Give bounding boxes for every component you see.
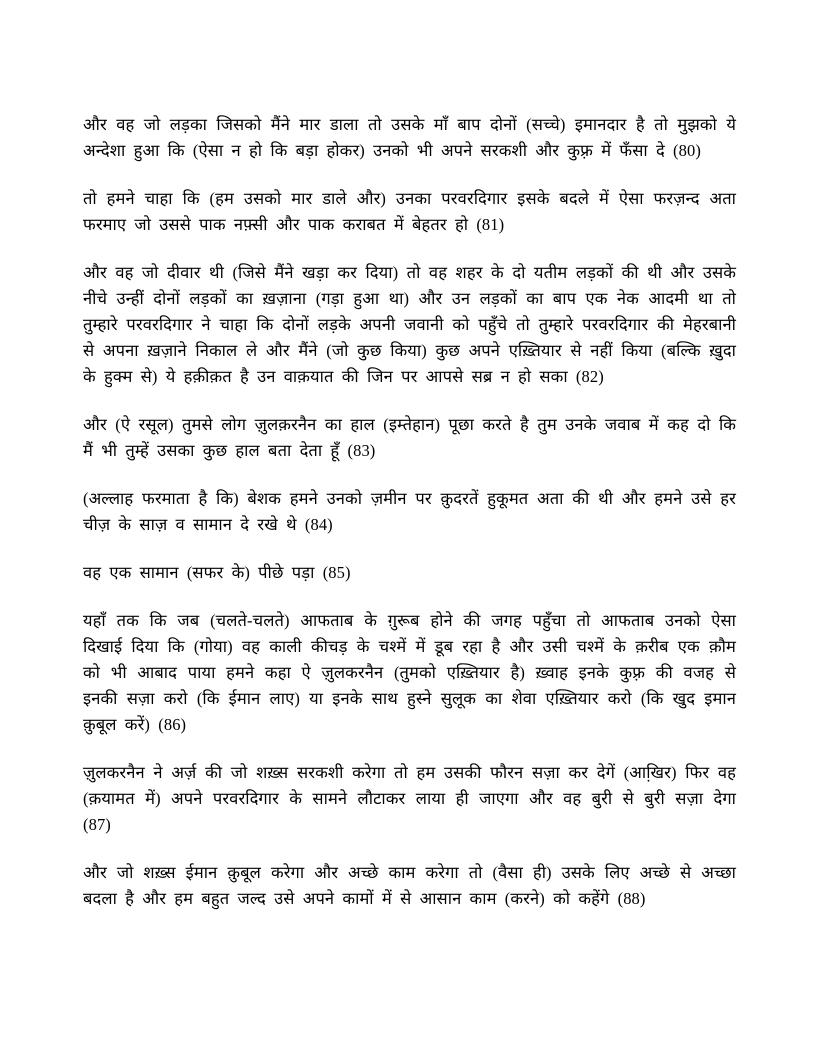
verse-paragraph-84: (अल्लाह फरमाता है कि) बेशक हमने उनको ज़मीन पर क़ुदरतें हुकूमत अता की थी और हमने उसे हर चीज़ के साज़ व सामान दे रखे थे (84)	[83, 489, 736, 534]
verse-paragraph-81: तो हमने चाहा कि (हम उसको मार डाले और) उनका परवरदिगार इसके बदले में ऐसा फरज़न्द अता फरमाए जो उससे पाक नफ़्सी और पाक कराबत में बेहतर हो (81)	[83, 189, 736, 234]
verse-paragraph-83: और (ऐ रसूल) तुमसे लोग ज़ुलक़रनैन का हाल (इम्तेहान) पूछा करते है तुम उनके जवाब में कह दो कि मैं भी तुम्हें उसका कुछ हाल बता देता हूँ (83)	[83, 415, 736, 460]
verse-paragraph-87: ज़ुलकरनैन ने अर्ज़ की जो शख़्स सरकशी करेगा तो हम उसकी फौरन सज़ा कर देगें (आखि़र) फिर वह (क़यामत में) अपने परवरदिगार के सामने लौटाकर लाया ही जाएगा और वह बुरी से बुरी सज़ा देगा (87)	[83, 763, 736, 834]
verse-paragraph-82: और वह जो दीवार थी (जिसे मैंने खड़ा कर दिया) तो वह शहर के दो यतीम लड़कों की थी और उसके नीचे उन्हीं दोनों लड़कों का ख़ज़ाना (गड़ा हुआ था) और उन लड़कों का बाप एक नेक आदमी था तो तुम्हारे परवरदिगार ने चाहा कि दोनों लड़के अपनी जवानी को पहुँचे तो तुम्हारे परवरदिगार की मेहरबानी से अपना ख़ज़ाने निकाल ले और मैंने (जो कुछ किया) कुछ अपने एख़्तियार से नहीं किया (बल्कि ख़ुदा के हुक्म से) ये हक़ीक़त है उन वाक़यात की जिन पर आपसे सब्र न हो सका (82)	[83, 263, 736, 386]
verse-paragraph-88: और जो शख़्स ईमान क़ुबूल करेगा और अच्छे काम करेगा तो (वैसा ही) उसके लिए अच्छे से अच्छा बदला है और हम बहुत जल्द उसे अपने कामों में से आसान काम (करने) को कहेंगे (88)	[83, 863, 736, 908]
verse-text-block	[83, 112, 736, 912]
verse-paragraph-85: वह एक सामान (सफर के) पीछे पड़ा (85)	[83, 563, 351, 582]
verse-paragraph-80: और वह जो लड़का जिसको मैंने मार डाला तो उसके माँ बाप दोनों (सच्चे) इमानदार है तो मुझको ये अन्देशा हुआ कि (ऐसा न हो कि बड़ा होकर) उनको भी अपने सरकशी और कुफ़्र में फँसा दे (80)	[83, 115, 736, 160]
verse-paragraph-86: यहाँ तक कि जब (चलते-चलते) आफताब के ग़ुरूब होने की जगह पहुँचा तो आफताब उनको ऐसा दिखाई दिया कि (गोया) वह काली कीचड़ के चश्में में डूब रहा है और उसी चश्में के क़रीब एक क़ौम को भी आबाद पाया हमने कहा ऐ ज़ुलकरनैन (तुमको एख़्तियार है) ख़्वाह इनके कुफ़्र की वजह से इनकी सज़ा करो (कि ईमान लाए) या इनके साथ हुस्ने सुलूक का शेवा एख़्तियार करो (कि खुद इमान क़ुबूल करें) (86)	[83, 611, 736, 734]
